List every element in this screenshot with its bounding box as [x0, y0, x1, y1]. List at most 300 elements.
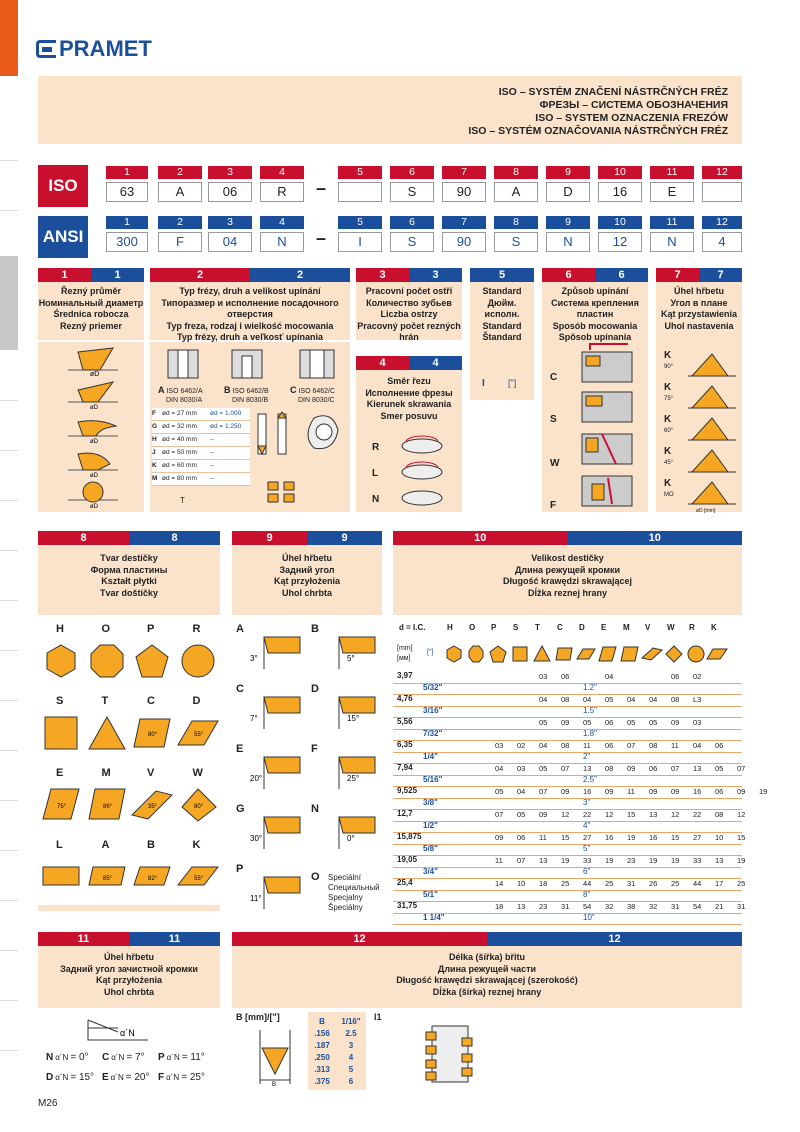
clearance-angle-grid	[232, 615, 382, 911]
shape-letter: W	[192, 767, 203, 779]
shape-column-header: R	[689, 623, 695, 632]
shape-letter: E	[56, 767, 64, 779]
section-title: Štandard	[482, 332, 522, 342]
ic-mm: 7,94	[397, 763, 413, 772]
section-title: Liczba ostrzy	[380, 309, 438, 319]
size-cell: 15	[627, 810, 636, 819]
l1-label: l1	[374, 1012, 382, 1022]
position-number: 8	[494, 216, 538, 229]
ic-inch: 5/1"	[423, 890, 438, 899]
angle-value: 60°	[664, 428, 674, 434]
section-title: Tvar doštičky	[99, 587, 159, 598]
section-title: Форма пластины	[90, 564, 168, 575]
clamp-f: F	[550, 500, 557, 511]
position-value	[702, 182, 742, 202]
side-tick	[0, 450, 18, 451]
size-cell: 04	[693, 741, 702, 750]
mm-label: [mm]	[397, 645, 413, 652]
svg-text:5°: 5°	[347, 654, 355, 663]
inch-value: 5	[348, 1065, 354, 1074]
svg-text:15°: 15°	[347, 714, 360, 723]
position-value: 63	[106, 182, 148, 202]
position-value: R	[260, 182, 304, 202]
section-number: 8	[129, 531, 220, 545]
bore-inch: –	[210, 449, 214, 456]
size-cell: 11	[583, 741, 591, 750]
section-title: Номинальный диаметр	[38, 297, 144, 308]
inch-value: 1.8"	[583, 729, 597, 738]
clearance-diagram	[238, 871, 304, 911]
wiper-value: =	[125, 1072, 135, 1083]
clamping-diagrams	[572, 342, 642, 512]
section-number: 1	[91, 268, 144, 282]
size-cell: 09	[627, 764, 636, 773]
insert-size-table	[393, 615, 768, 922]
clearance-letter: P	[236, 863, 244, 875]
mount-a-diagram	[168, 350, 198, 378]
size-cell: 05	[539, 718, 548, 727]
size-cell: 19	[671, 856, 680, 865]
size-cell: 07	[517, 856, 526, 865]
size-cell: 25	[605, 879, 614, 888]
size-cell: 13	[715, 856, 724, 865]
size-cell: 05	[495, 787, 504, 796]
clamp-s: S	[550, 414, 557, 425]
size-cell: 05	[583, 718, 592, 727]
dic-label: d = I.C.	[399, 623, 426, 632]
section-11	[38, 932, 220, 1094]
section-title: Typ frézy, druh a veľkosť upínania	[177, 332, 323, 342]
approach-angle-item	[662, 446, 742, 476]
size-cell: 04	[583, 695, 592, 704]
position-number: 8	[494, 166, 538, 179]
clamp-c-diagram	[582, 344, 632, 382]
b-col-header: B	[319, 1017, 325, 1026]
section-title: Długość krawędzi skrawającej (szerokość)	[396, 975, 578, 985]
size-cell: 15	[737, 833, 746, 842]
size-cell: 06	[605, 718, 614, 727]
svg-text:80°: 80°	[193, 804, 203, 810]
clearance-letter: F	[311, 743, 318, 755]
insert-shape-e	[39, 785, 83, 825]
svg-text:85°: 85°	[102, 876, 112, 882]
section-number: 6	[542, 268, 595, 282]
clearance-letter: B	[311, 623, 319, 635]
section-number: 11	[129, 932, 220, 946]
wiper-value: =	[181, 1072, 190, 1083]
inch-label: ["]	[427, 649, 434, 656]
inch-value: 6"	[583, 867, 591, 876]
position-number: 11	[650, 216, 694, 229]
inch-row	[393, 913, 742, 925]
section-title: Угол в плане	[670, 297, 728, 308]
shape-letter: O	[101, 623, 111, 635]
position-value: N	[650, 232, 694, 252]
position-number: 5	[338, 216, 382, 229]
position-value: 16	[598, 182, 642, 202]
shape-column-header: D	[579, 623, 585, 632]
approach-angle-item	[662, 414, 742, 444]
wiper-angle-item	[158, 1072, 205, 1083]
clearance-letter: A	[236, 623, 244, 635]
size-cell: 33	[693, 856, 702, 865]
shape-column-header: C	[557, 623, 563, 632]
position-value: A	[494, 182, 538, 202]
size-cell: 07	[671, 764, 680, 773]
position-number: 4	[260, 166, 304, 179]
alpha-symbol: α´N	[111, 1053, 125, 1062]
position-number: 6	[390, 166, 434, 179]
direction-diagrams	[392, 432, 452, 512]
position-value: I	[338, 232, 382, 252]
shape-icons-row	[441, 643, 741, 667]
ic-mm: 3,97	[397, 671, 413, 680]
approach-angle-diagram	[688, 446, 738, 476]
size-cell: 09	[671, 718, 680, 727]
shape-column-header: K	[711, 623, 717, 632]
size-cell: 13	[539, 856, 548, 865]
pramet-logo-mark	[36, 40, 56, 58]
clearance-diagram	[313, 751, 379, 791]
ic-inch: 5/32"	[423, 683, 443, 692]
position-value: D	[546, 182, 590, 202]
position-number: 2	[158, 216, 202, 229]
section-number: 9	[307, 531, 382, 545]
section-number: 6	[595, 268, 648, 282]
size-cell: 09	[737, 787, 746, 796]
position-number: 9	[546, 166, 590, 179]
size-cell: 09	[539, 810, 548, 819]
section-4	[356, 356, 462, 512]
angle-value: 75°	[664, 396, 674, 402]
size-cell: 04	[649, 695, 658, 704]
size-cell: 05	[605, 695, 614, 704]
ansi-label: ANSI	[38, 216, 88, 258]
position-value: 4	[702, 232, 742, 252]
size-cell: 04	[539, 695, 548, 704]
size-cell: 38	[627, 902, 636, 911]
inch-value: 2.5"	[583, 775, 597, 784]
wiper-letter: F	[158, 1072, 165, 1083]
size-cell: 13	[693, 764, 702, 773]
section-5	[470, 268, 534, 400]
section-number: 11	[38, 932, 129, 946]
section-3	[356, 268, 462, 340]
section-title: Sposób mocowania	[552, 320, 638, 331]
kappa-symbol: K	[664, 414, 672, 425]
side-tick	[0, 1050, 18, 1051]
alpha-symbol: α´N	[55, 1073, 69, 1082]
inch-value: 10"	[583, 913, 595, 922]
insert-shape-s	[39, 713, 83, 753]
inch-value: 6	[348, 1077, 354, 1086]
size-cell: 33	[583, 856, 592, 865]
side-tab-gray	[0, 256, 18, 350]
ic-inch: 1/2"	[423, 821, 438, 830]
section-number: 10	[568, 531, 743, 545]
b-table-row	[308, 1040, 366, 1052]
position-value: A	[158, 182, 202, 202]
wiper-value: 11°	[190, 1052, 205, 1063]
section-title: Длина режущей части	[437, 963, 537, 974]
b-value: .250	[314, 1053, 330, 1062]
side-tick	[0, 550, 18, 551]
position-value: S	[390, 232, 434, 252]
section-number: 4	[356, 356, 409, 370]
shape-column-header: T	[535, 623, 540, 632]
size-cell: 07	[737, 764, 746, 773]
ic-inch: 3/4"	[423, 867, 438, 876]
bore-metric: ød = 32 mm	[162, 423, 197, 430]
header-line: ISO – SYSTÉM ZNAČENÍ NÁSTRČNÝCH FRÉZ	[498, 86, 728, 98]
b-size-table	[308, 1012, 366, 1090]
section-number: 7	[656, 268, 699, 282]
section-number: 10	[393, 531, 568, 545]
section-title: Smer posuvu	[380, 410, 438, 421]
cutter-profile-3	[68, 421, 118, 445]
wiper-value: 20°	[134, 1072, 150, 1083]
mount-type-a: A ISO 6462/A DIN 8030/A	[158, 385, 203, 404]
shape-letter: C	[147, 695, 155, 707]
section-number: 5	[470, 268, 534, 282]
size-cell: 44	[583, 879, 592, 888]
size-cell: 27	[693, 833, 702, 842]
size-cell: 03	[495, 741, 504, 750]
mount-type-t: T	[180, 496, 185, 505]
direction-l: L	[372, 468, 379, 479]
section-title: Tvar destičky	[100, 553, 158, 563]
inch-value: 4"	[583, 821, 591, 830]
size-cell: 11	[627, 787, 635, 796]
insert-shape-d	[176, 713, 220, 753]
inch-value: 4	[348, 1053, 354, 1062]
position-value: S	[390, 182, 434, 202]
section-number: 3	[356, 268, 409, 282]
section-number: 2	[250, 268, 350, 282]
special-label: Špeciálny	[328, 903, 363, 912]
section-8	[38, 531, 220, 911]
size-cell: 08	[561, 695, 570, 704]
section-number: 9	[232, 531, 307, 545]
size-cell: 19	[649, 856, 658, 865]
size-cell: 09	[561, 787, 570, 796]
size-cell: 12	[605, 810, 614, 819]
bore-code: J	[152, 449, 156, 456]
section-title: Směr řezu	[387, 376, 431, 386]
size-cell: 08	[561, 741, 570, 750]
shape-column-header: M	[623, 623, 630, 632]
bore-code: F	[152, 410, 156, 417]
clearance-diagram	[238, 751, 304, 791]
cutter-profile-5	[68, 482, 118, 510]
special-label: Speciální	[328, 873, 361, 882]
position-number: 12	[702, 216, 742, 229]
bore-row	[152, 460, 250, 473]
position-value: 90	[442, 232, 486, 252]
section-title: Исполнение фрезы	[365, 387, 453, 398]
size-cell: 32	[605, 902, 614, 911]
bore-diagrams	[252, 408, 348, 508]
section-title: Úhel hřbetu	[103, 952, 154, 962]
alpha-label: α´N	[120, 1028, 135, 1038]
shape-column-header: O	[469, 623, 476, 632]
shape-column-header: W	[667, 623, 675, 632]
section-title: Система крепления пластин	[551, 297, 639, 319]
section-title: Uhol chrbta	[281, 587, 332, 598]
position-value: N	[260, 232, 304, 252]
bore-code: G	[152, 423, 158, 430]
side-tick	[0, 1000, 18, 1001]
side-tick	[0, 750, 18, 751]
section-title: Řezný průměr	[60, 286, 122, 296]
position-number: 1	[106, 166, 148, 179]
svg-text:B: B	[272, 1082, 277, 1088]
section-number: 4	[409, 356, 462, 370]
wiper-angle-item	[46, 1072, 94, 1083]
mount-c-diagram	[300, 350, 334, 378]
size-cell: 19	[605, 856, 614, 865]
size-cell: 32	[649, 902, 658, 911]
section-title: Rezný priemer	[59, 320, 123, 331]
shape-column-header: E	[601, 623, 607, 632]
inch-value: 3"	[583, 798, 591, 807]
size-cell: 16	[693, 787, 702, 796]
svg-text:0°: 0°	[347, 834, 355, 843]
shape-column-header: H	[447, 623, 453, 632]
size-cell: 25	[671, 879, 680, 888]
size-cell: 12	[737, 810, 746, 819]
position-number: 3	[208, 166, 252, 179]
shape-column-header: P	[491, 623, 497, 632]
ic-mm: 31,75	[397, 901, 418, 910]
wiper-value: =	[126, 1052, 135, 1063]
approach-angle-item	[662, 350, 742, 380]
clamp-f-diagram	[582, 476, 632, 506]
svg-text:11°: 11°	[250, 894, 262, 903]
clearance-letter: C	[236, 683, 244, 695]
approach-angle-item	[662, 382, 742, 412]
size-cell: 23	[627, 856, 636, 865]
svg-text:35°: 35°	[148, 804, 158, 810]
shape-letter: V	[147, 767, 155, 779]
size-cell: 08	[649, 741, 658, 750]
wiper-value: 15°	[78, 1072, 95, 1083]
section-number: 1	[38, 268, 91, 282]
size-cell: 04	[627, 695, 636, 704]
ic-inch: 7/32"	[423, 729, 443, 738]
size-cell: 06	[605, 741, 614, 750]
size-cell: 06	[715, 787, 724, 796]
b-table-header	[308, 1012, 366, 1028]
insert-shape-b	[130, 857, 174, 897]
section-title: Kąt przyłożenia	[95, 975, 162, 985]
section-9	[232, 531, 382, 911]
size-cell: 10	[517, 879, 526, 888]
size-cell: 22	[583, 810, 592, 819]
svg-text:øD: øD	[90, 439, 98, 445]
clearance-diagram	[238, 631, 304, 671]
wiper-insert-diagram	[254, 1028, 304, 1088]
side-tick	[0, 900, 18, 901]
mount-type-c: C ISO 6462/C DIN 8030/C	[290, 385, 336, 404]
section-title: Dĺžka reznej hrany	[527, 587, 608, 598]
size-cell: 04	[495, 764, 504, 773]
mount-type-b: B ISO 6462/B DIN 8030/B	[224, 385, 269, 404]
size-cell: 16	[605, 833, 614, 842]
side-tick	[0, 400, 18, 401]
b-value: .187	[314, 1041, 330, 1050]
clearance-letter: E	[236, 743, 244, 755]
size-cell: 02	[693, 672, 702, 681]
position-number: 4	[260, 216, 304, 229]
insert-shape-c	[130, 713, 174, 753]
section-title: Uhol nastavenia	[664, 320, 734, 331]
size-cell: 12	[671, 810, 680, 819]
size-cell: 02	[517, 741, 526, 750]
b-table-row	[308, 1052, 366, 1064]
section-number: 12	[232, 932, 487, 946]
size-cell: 08	[671, 695, 680, 704]
size-cell: 15	[561, 833, 570, 842]
section-title: Pracovný počet rezných hrán	[357, 320, 461, 342]
svg-text:55°: 55°	[193, 876, 203, 882]
section-10	[393, 531, 768, 922]
size-cell: 27	[583, 833, 592, 842]
side-tick	[0, 650, 18, 651]
size-cell: 31	[671, 902, 680, 911]
position-number: 12	[702, 166, 742, 179]
svg-text:3°: 3°	[250, 654, 258, 663]
section-title: Kąt przystawienia	[660, 309, 738, 319]
wiper-value: 25°	[189, 1072, 205, 1083]
position-number: 5	[338, 166, 382, 179]
section-title: Velikost destičky	[531, 553, 604, 563]
angle-value: 45°	[664, 460, 674, 466]
size-cell: 09	[495, 833, 504, 842]
bore-size-table	[152, 408, 250, 486]
cutter-profile-1	[68, 348, 118, 378]
section-number: 8	[38, 531, 129, 545]
size-cell: 54	[693, 902, 702, 911]
size-cell: 44	[693, 879, 702, 888]
insert-shape-p	[130, 641, 174, 681]
wiper-letter: E	[102, 1072, 109, 1083]
section-title: Kierunek skrawania	[366, 399, 452, 409]
size-cell: 08	[715, 810, 724, 819]
inch-value: 2.5	[345, 1029, 357, 1038]
insert-shape-a	[85, 857, 129, 897]
size-cell: 12	[561, 810, 570, 819]
size-cell: 16	[583, 787, 592, 796]
bore-row	[152, 421, 250, 434]
clamp-s-diagram	[582, 392, 632, 422]
section-title: Kąt przyłożenia	[273, 576, 340, 586]
approach-angle-diagram	[688, 382, 738, 412]
section-title: Typ freza, rodzaj i wielkość mocowania	[166, 320, 334, 331]
cutting-length-panel	[232, 1008, 742, 1094]
section-title: Pracovní počet ostří	[365, 286, 453, 296]
section-number: 2	[150, 268, 250, 282]
position-value	[338, 182, 382, 202]
section-title: Длина режущей кромки	[514, 564, 621, 575]
size-cell: 05	[539, 764, 548, 773]
ic-mm: 25,4	[397, 878, 413, 887]
position-number: 10	[598, 166, 642, 179]
size-cell: 18	[495, 902, 504, 911]
section-title: Spôsob upínania	[558, 332, 632, 342]
size-cell: 31	[627, 879, 636, 888]
svg-text:20°: 20°	[250, 774, 263, 783]
